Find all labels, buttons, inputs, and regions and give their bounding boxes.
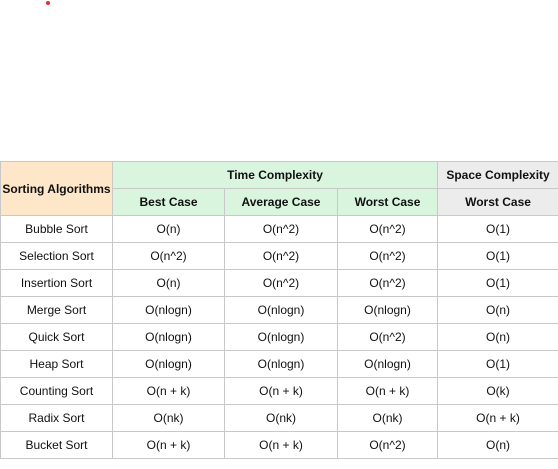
space-worst-case-cell: O(n) <box>438 324 558 351</box>
best-case-cell: O(nlogn) <box>113 324 225 351</box>
algorithm-name-cell: Insertion Sort <box>1 270 113 297</box>
algorithm-name-cell: Bubble Sort <box>1 216 113 243</box>
worst-case-cell: O(n^2) <box>338 270 438 297</box>
best-case-cell: O(n + k) <box>113 378 225 405</box>
header-space-worst-case: Worst Case <box>438 189 558 216</box>
space-worst-case-cell: O(n) <box>438 432 558 459</box>
worst-case-cell: O(nlogn) <box>338 351 438 378</box>
best-case-cell: O(n^2) <box>113 243 225 270</box>
average-case-cell: O(n^2) <box>225 216 338 243</box>
worst-case-cell: O(nlogn) <box>338 297 438 324</box>
average-case-cell: O(nlogn) <box>225 297 338 324</box>
sorting-complexity-table <box>0 161 558 459</box>
algorithm-name-cell: Selection Sort <box>1 243 113 270</box>
header-row-groups <box>1 162 558 189</box>
average-case-cell: O(n + k) <box>225 378 338 405</box>
algorithm-name-cell: Radix Sort <box>1 405 113 432</box>
table-row <box>1 324 558 351</box>
header-sorting-algorithms: Sorting Algorithms <box>1 162 113 216</box>
table-row <box>1 378 558 405</box>
worst-case-cell: O(nk) <box>338 405 438 432</box>
algorithm-name-cell: Merge Sort <box>1 297 113 324</box>
table-row <box>1 216 558 243</box>
table-row <box>1 270 558 297</box>
best-case-cell: O(nlogn) <box>113 297 225 324</box>
table-row <box>1 351 558 378</box>
red-dot-marker <box>46 1 50 5</box>
average-case-cell: O(n^2) <box>225 243 338 270</box>
space-worst-case-cell: O(n + k) <box>438 405 558 432</box>
algorithm-name-cell: Bucket Sort <box>1 432 113 459</box>
header-time-worst-case: Worst Case <box>338 189 438 216</box>
space-worst-case-cell: O(1) <box>438 216 558 243</box>
algorithm-name-cell: Quick Sort <box>1 324 113 351</box>
table-body <box>1 216 558 459</box>
header-time-complexity: Time Complexity <box>113 162 438 189</box>
worst-case-cell: O(n^2) <box>338 216 438 243</box>
table-row <box>1 243 558 270</box>
table-row <box>1 297 558 324</box>
worst-case-cell: O(n^2) <box>338 243 438 270</box>
best-case-cell: O(n) <box>113 270 225 297</box>
space-worst-case-cell: O(1) <box>438 351 558 378</box>
algorithm-name-cell: Counting Sort <box>1 378 113 405</box>
best-case-cell: O(n) <box>113 216 225 243</box>
best-case-cell: O(nlogn) <box>113 351 225 378</box>
space-worst-case-cell: O(k) <box>438 378 558 405</box>
average-case-cell: O(nlogn) <box>225 324 338 351</box>
worst-case-cell: O(n^2) <box>338 432 438 459</box>
average-case-cell: O(nk) <box>225 405 338 432</box>
table-row <box>1 432 558 459</box>
header-space-complexity: Space Complexity <box>438 162 558 189</box>
table-header <box>1 162 558 216</box>
algorithm-name-cell: Heap Sort <box>1 351 113 378</box>
worst-case-cell: O(n + k) <box>338 378 438 405</box>
space-worst-case-cell: O(1) <box>438 270 558 297</box>
table-row <box>1 405 558 432</box>
space-worst-case-cell: O(n) <box>438 297 558 324</box>
space-worst-case-cell: O(1) <box>438 243 558 270</box>
average-case-cell: O(nlogn) <box>225 351 338 378</box>
header-best-case: Best Case <box>113 189 225 216</box>
best-case-cell: O(n + k) <box>113 432 225 459</box>
average-case-cell: O(n^2) <box>225 270 338 297</box>
best-case-cell: O(nk) <box>113 405 225 432</box>
average-case-cell: O(n + k) <box>225 432 338 459</box>
header-average-case: Average Case <box>225 189 338 216</box>
worst-case-cell: O(n^2) <box>338 324 438 351</box>
